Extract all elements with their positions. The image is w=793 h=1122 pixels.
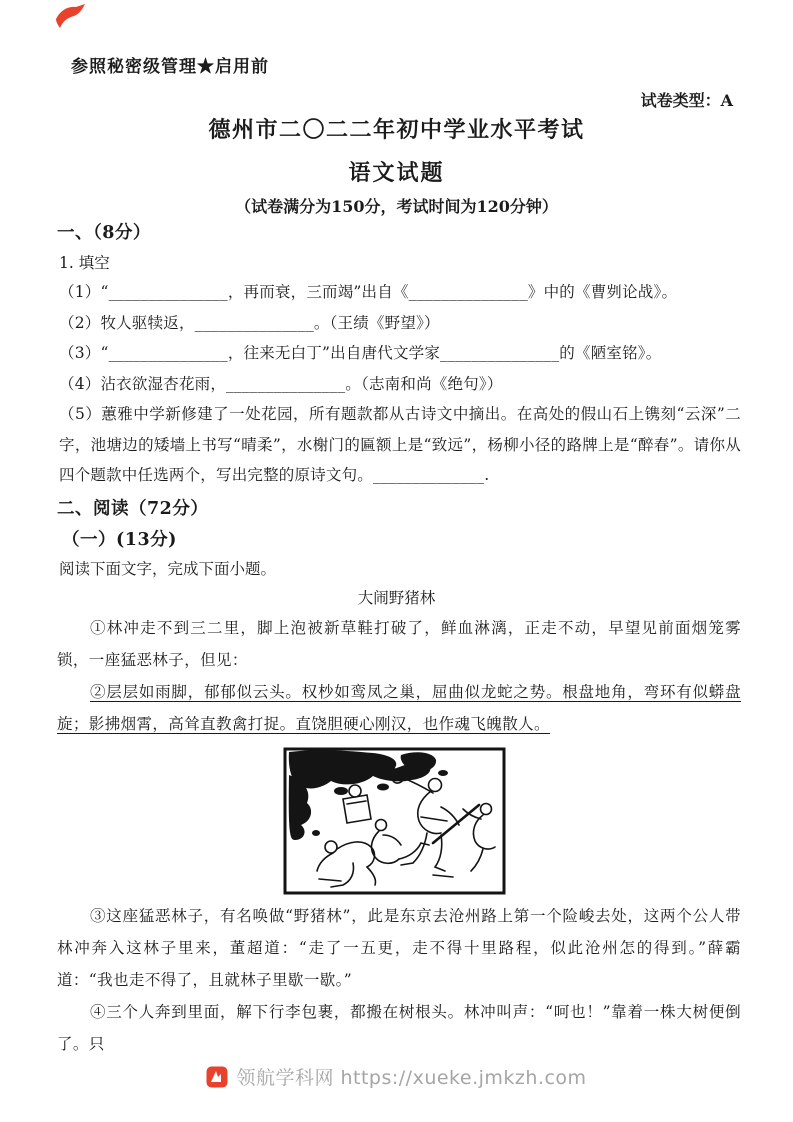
passage-paragraph-3: ③这座猛恶林子，有名唤做“野猪林”，此是东京去沧州路上第一个险峻去处，这两个公人带林冲奔入这林子里来，董超道：“走了一五更，走不得十里路程，似此沧州怎的得到。”薛霸道：“我也走不得了，且就林子里歇一歇。” <box>57 907 741 989</box>
fill-in-intro: 1. 填空 <box>59 254 110 272</box>
exam-subtitle: 语文试题 <box>348 160 445 186</box>
passage-title: 大闹野猪林 <box>357 589 436 607</box>
woodcut-illustration <box>283 747 506 895</box>
subsection-heading: （一）(13分) <box>62 530 177 550</box>
fill-in-items <box>59 277 741 491</box>
section-one-heading: 一、（8分） <box>57 223 151 243</box>
exam-title: 德州市二〇二二年初中学业水平考试 <box>208 117 585 143</box>
passage-paragraph-2: ②层层如雨脚，郁郁似云头。权杪如鸾凤之巢，屈曲似龙蛇之势。根盘地角，弯环有似蟒盘旋；影拂烟霄，高耸直教禽打捉。直饶胆硬心刚汉，也作魂飞魄散人。 <box>57 683 741 733</box>
fill-in-item-2: （2）牧人驱犊返，_______________。（王绩《野望》） <box>59 313 440 332</box>
passage-paragraph-4: ④三个人奔到里面，解下行李包裹，都搬在树根头。林冲叫声：“呵也！”靠着一株大树便倒了。只 <box>57 1003 741 1053</box>
fill-in-item-4: （4）沾衣欲湿杏花雨，_______________。（志南和尚《绝句》） <box>59 374 503 393</box>
classification-notice: 参照秘密级管理★启用前 <box>71 57 269 77</box>
section-two-heading: 二、阅读（72分） <box>57 499 209 519</box>
passage-paragraph-1: ①林冲走不到三二里，脚上泡被新草鞋打破了，鲜血淋漓，正走不动，早望见前面烟笼雾锁，一座猛恶林子，但见： <box>57 619 741 669</box>
reading-instruction: 阅读下面文字，完成下面小题。 <box>59 560 277 578</box>
watermark-text: 领航学科网 https://xueke.jmkzh.com <box>236 1067 587 1089</box>
watermark-logo-icon <box>206 1066 228 1088</box>
fill-in-item-1: （1）“_______________，再而衰，三而竭”出自《_______________》中的《曹刿论战》。 <box>59 283 678 301</box>
red-stamp-icon <box>54 2 88 32</box>
site-watermark <box>0 1063 793 1090</box>
exam-info-line: （试卷满分为150分，考试时间为120分钟） <box>235 197 558 216</box>
paper-type-label: 试卷类型：A <box>640 91 733 110</box>
fill-in-item-5: （5）蕙雅中学新修建了一处花园，所有题款都从古诗文中摘出。在高处的假山石上镌刻“云深”二字，池塘边的矮墙上书写“晴柔”，水榭门的匾额上是“致远”，杨柳小径的路牌上是“醉春”。请你从四个题款中任选两个，写出完整的原诗文句。______________. <box>59 405 741 484</box>
fill-in-item-3: （3）“_______________，往来无白丁”出自唐代文学家_______________的《陋室铭》。 <box>59 344 662 362</box>
